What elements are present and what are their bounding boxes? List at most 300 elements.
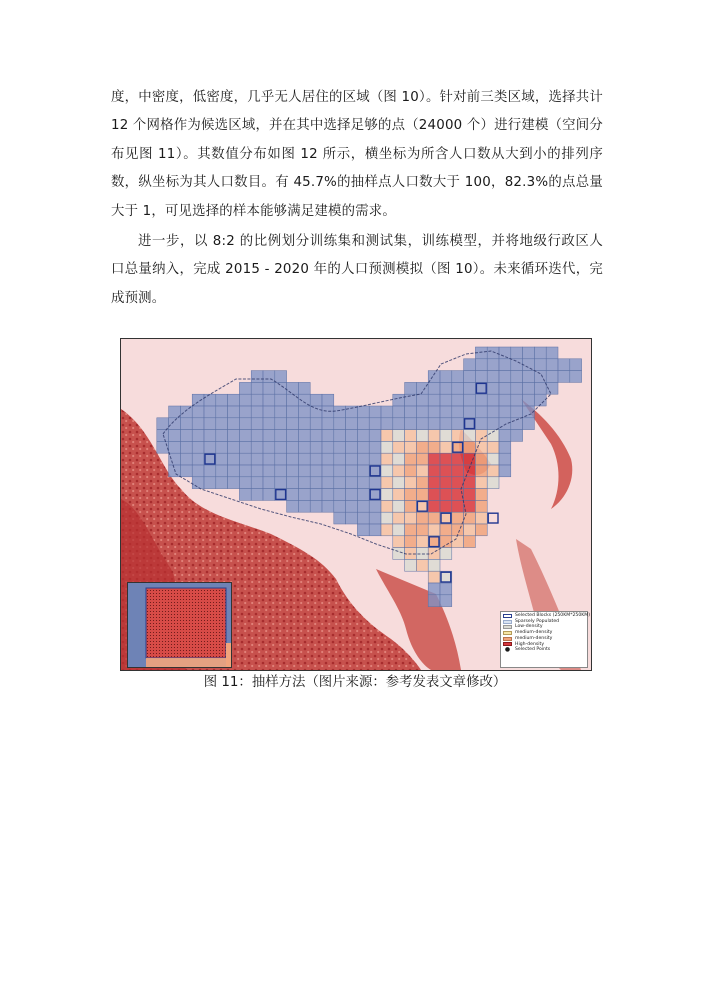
legend-swatch xyxy=(503,614,512,618)
grid-cell xyxy=(263,418,275,430)
grid-cell xyxy=(357,418,369,430)
grid-cell xyxy=(169,430,181,442)
grid-cell xyxy=(428,583,440,595)
grid-cell xyxy=(369,500,381,512)
grid-cell xyxy=(287,394,299,406)
grid-cell xyxy=(452,489,464,501)
grid-cell xyxy=(346,512,358,524)
grid-cell xyxy=(204,465,216,477)
grid-cell xyxy=(558,359,570,371)
grid-cell xyxy=(428,418,440,430)
grid-cell xyxy=(534,359,546,371)
grid-cell xyxy=(534,382,546,394)
sampling-map-figure xyxy=(120,338,592,671)
grid-cell xyxy=(440,406,452,418)
grid-cell xyxy=(334,430,346,442)
grid-cell xyxy=(393,536,405,548)
grid-cell xyxy=(381,524,393,536)
grid-cell xyxy=(216,453,228,465)
grid-cell xyxy=(369,430,381,442)
grid-cell xyxy=(334,500,346,512)
grid-cell xyxy=(275,394,287,406)
legend-label: Selected Points xyxy=(515,647,551,653)
grid-cell xyxy=(216,406,228,418)
grid-cell xyxy=(428,441,440,453)
grid-cell xyxy=(357,512,369,524)
grid-cell xyxy=(475,418,487,430)
grid-cell xyxy=(334,453,346,465)
grid-cell xyxy=(440,500,452,512)
grid-cell xyxy=(499,394,511,406)
grid-cell xyxy=(475,406,487,418)
grid-cell xyxy=(251,441,263,453)
grid-cell xyxy=(192,477,204,489)
grid-cell xyxy=(216,441,228,453)
grid-cell xyxy=(523,371,535,383)
grid-cell xyxy=(523,382,535,394)
grid-cell xyxy=(239,406,251,418)
grid-cell xyxy=(523,347,535,359)
grid-cell xyxy=(416,418,428,430)
grid-cell xyxy=(275,441,287,453)
grid-cell xyxy=(298,382,310,394)
grid-cell xyxy=(287,406,299,418)
grid-cell xyxy=(263,406,275,418)
grid-cell xyxy=(275,430,287,442)
grid-cell xyxy=(357,500,369,512)
grid-cell xyxy=(475,371,487,383)
grid-cell xyxy=(440,441,452,453)
grid-cell xyxy=(405,430,417,442)
grid-cell xyxy=(416,465,428,477)
grid-cell xyxy=(275,453,287,465)
grid-cell xyxy=(428,524,440,536)
grid-cell xyxy=(322,477,334,489)
grid-cell xyxy=(357,453,369,465)
grid-cell xyxy=(523,418,535,430)
grid-cell xyxy=(452,500,464,512)
grid-cell xyxy=(239,477,251,489)
grid-cell xyxy=(546,347,558,359)
grid-cell xyxy=(239,489,251,501)
grid-cell xyxy=(440,465,452,477)
grid-cell xyxy=(287,430,299,442)
grid-cell xyxy=(487,382,499,394)
grid-cell xyxy=(393,489,405,501)
grid-cell xyxy=(322,430,334,442)
grid-cell xyxy=(239,394,251,406)
grid-cell xyxy=(393,430,405,442)
grid-cell xyxy=(381,453,393,465)
grid-cell xyxy=(263,441,275,453)
grid-cell xyxy=(275,371,287,383)
grid-cell xyxy=(428,512,440,524)
grid-cell xyxy=(428,406,440,418)
grid-cell xyxy=(416,500,428,512)
grid-cell xyxy=(464,536,476,548)
grid-cell xyxy=(192,465,204,477)
grid-cell xyxy=(228,418,240,430)
legend-label: medium-density xyxy=(515,630,553,636)
grid-cell xyxy=(287,418,299,430)
grid-cell xyxy=(251,418,263,430)
grid-cell xyxy=(511,359,523,371)
grid-cell xyxy=(464,441,476,453)
grid-cell xyxy=(416,477,428,489)
grid-cell xyxy=(204,430,216,442)
grid-cell xyxy=(157,430,169,442)
legend-item-selected-points xyxy=(503,647,585,653)
grid-cell xyxy=(369,465,381,477)
grid-cell xyxy=(310,453,322,465)
grid-cell xyxy=(381,477,393,489)
grid-cell xyxy=(428,465,440,477)
grid-cell xyxy=(405,453,417,465)
grid-cell xyxy=(369,453,381,465)
grid-cell xyxy=(487,406,499,418)
grid-cell xyxy=(475,477,487,489)
grid-cell xyxy=(357,489,369,501)
grid-cell xyxy=(440,536,452,548)
grid-cell xyxy=(346,430,358,442)
grid-cell xyxy=(393,441,405,453)
grid-cell xyxy=(287,489,299,501)
grid-cell xyxy=(393,500,405,512)
grid-cell xyxy=(511,371,523,383)
grid-cell xyxy=(216,477,228,489)
grid-cell xyxy=(346,500,358,512)
grid-cell xyxy=(475,512,487,524)
legend-swatch xyxy=(503,631,512,635)
grid-cell xyxy=(405,559,417,571)
grid-cell xyxy=(464,512,476,524)
grid-cell xyxy=(346,477,358,489)
grid-cell xyxy=(393,512,405,524)
grid-cell xyxy=(239,465,251,477)
grid-cell xyxy=(369,418,381,430)
grid-cell xyxy=(204,441,216,453)
grid-cell xyxy=(381,512,393,524)
grid-cell xyxy=(475,465,487,477)
grid-cell xyxy=(393,406,405,418)
grid-cell xyxy=(464,453,476,465)
grid-cell xyxy=(298,465,310,477)
grid-cell xyxy=(499,441,511,453)
grid-cell xyxy=(251,371,263,383)
grid-cell xyxy=(239,430,251,442)
grid-cell xyxy=(310,477,322,489)
grid-cell xyxy=(251,382,263,394)
grid-cell xyxy=(251,394,263,406)
grid-cell xyxy=(310,465,322,477)
grid-cell xyxy=(464,430,476,442)
grid-cell xyxy=(251,406,263,418)
grid-cell xyxy=(346,489,358,501)
grid-cell xyxy=(192,441,204,453)
grid-cell xyxy=(475,430,487,442)
grid-cell xyxy=(334,406,346,418)
grid-cell xyxy=(169,441,181,453)
grid-cell xyxy=(263,430,275,442)
grid-cell xyxy=(251,465,263,477)
legend-swatch xyxy=(503,637,512,641)
grid-cell xyxy=(228,441,240,453)
grid-cell xyxy=(393,524,405,536)
grid-cell xyxy=(452,382,464,394)
grid-cell xyxy=(440,489,452,501)
grid-cell xyxy=(298,430,310,442)
grid-cell xyxy=(346,441,358,453)
grid-cell xyxy=(275,406,287,418)
grid-cell xyxy=(263,477,275,489)
zoom-inset xyxy=(127,582,232,668)
grid-cell xyxy=(440,595,452,607)
grid-cell xyxy=(287,441,299,453)
grid-cell xyxy=(405,512,417,524)
grid-cell xyxy=(239,441,251,453)
grid-cell xyxy=(287,465,299,477)
grid-cell xyxy=(322,465,334,477)
grid-cell xyxy=(499,371,511,383)
grid-cell xyxy=(464,371,476,383)
grid-cell xyxy=(558,371,570,383)
grid-cell xyxy=(440,477,452,489)
grid-cell xyxy=(452,465,464,477)
grid-cell xyxy=(440,583,452,595)
grid-cell xyxy=(428,477,440,489)
grid-cell xyxy=(499,406,511,418)
grid-cell xyxy=(169,418,181,430)
grid-cell xyxy=(405,500,417,512)
grid-cell xyxy=(298,418,310,430)
grid-cell xyxy=(452,536,464,548)
grid-cell xyxy=(169,453,181,465)
grid-cell xyxy=(464,359,476,371)
grid-cell xyxy=(357,441,369,453)
grid-cell xyxy=(405,441,417,453)
grid-cell xyxy=(511,406,523,418)
grid-cell xyxy=(416,536,428,548)
point-icon: ● xyxy=(504,646,511,654)
grid-cell xyxy=(452,418,464,430)
legend-label: High-density xyxy=(515,641,545,647)
grid-cell xyxy=(322,418,334,430)
grid-cell xyxy=(475,500,487,512)
grid-cell xyxy=(499,382,511,394)
grid-cell xyxy=(464,477,476,489)
grid-cell xyxy=(310,406,322,418)
grid-cell xyxy=(499,430,511,442)
grid-cell xyxy=(487,359,499,371)
grid-cell xyxy=(251,477,263,489)
grid-cell xyxy=(440,571,452,583)
grid-cell xyxy=(511,394,523,406)
grid-cell xyxy=(534,347,546,359)
grid-cell xyxy=(275,382,287,394)
grid-cell xyxy=(204,477,216,489)
grid-cell xyxy=(499,418,511,430)
grid-cell xyxy=(275,489,287,501)
grid-cell xyxy=(346,465,358,477)
grid-cell xyxy=(298,477,310,489)
grid-cell xyxy=(381,465,393,477)
grid-cell xyxy=(310,418,322,430)
grid-cell xyxy=(570,359,582,371)
legend-label: Low-density xyxy=(515,624,543,630)
inset-selected-points xyxy=(146,588,226,658)
grid-cell xyxy=(487,477,499,489)
grid-cell xyxy=(334,418,346,430)
grid-cell xyxy=(228,465,240,477)
grid-cell xyxy=(487,465,499,477)
grid-cell xyxy=(251,489,263,501)
grid-cell xyxy=(357,477,369,489)
grid-cell xyxy=(440,524,452,536)
grid-cell xyxy=(464,489,476,501)
grid-cell xyxy=(452,430,464,442)
grid-cell xyxy=(440,453,452,465)
grid-cell xyxy=(393,548,405,560)
grid-cell xyxy=(523,359,535,371)
grid-cell xyxy=(180,418,192,430)
grid-cell xyxy=(192,430,204,442)
grid-cell xyxy=(440,548,452,560)
grid-cell xyxy=(357,406,369,418)
grid-cell xyxy=(369,441,381,453)
grid-cell xyxy=(546,371,558,383)
grid-cell xyxy=(452,394,464,406)
grid-cell xyxy=(369,524,381,536)
grid-cell xyxy=(357,465,369,477)
grid-cell xyxy=(298,441,310,453)
grid-cell xyxy=(310,441,322,453)
grid-cell xyxy=(263,453,275,465)
grid-cell xyxy=(487,394,499,406)
body-paragraph-2: 进一步，以 8:2 的比例划分训练集和测试集，训练模型，并将地级行政区人口总量纳入，完成 2015 - 2020 年的人口预测模拟（图 10）。未来循环迭代，完成预测。 xyxy=(111,234,603,306)
grid-cell xyxy=(464,418,476,430)
grid-cell xyxy=(298,489,310,501)
grid-cell xyxy=(487,347,499,359)
grid-cell xyxy=(346,418,358,430)
grid-cell xyxy=(487,418,499,430)
grid-cell xyxy=(204,394,216,406)
grid-cell xyxy=(334,465,346,477)
grid-cell xyxy=(464,394,476,406)
grid-cell xyxy=(405,524,417,536)
grid-cell xyxy=(440,418,452,430)
grid-cell xyxy=(487,441,499,453)
grid-cell xyxy=(263,394,275,406)
grid-cell xyxy=(287,500,299,512)
grid-cell xyxy=(416,441,428,453)
grid-cell xyxy=(452,524,464,536)
grid-cell xyxy=(452,453,464,465)
legend-label: Selected Blocks (250KM*250KM) xyxy=(515,613,591,618)
grid-cell xyxy=(239,418,251,430)
grid-cell xyxy=(357,430,369,442)
grid-cell xyxy=(180,465,192,477)
grid-cell xyxy=(393,453,405,465)
grid-cell xyxy=(369,512,381,524)
grid-cell xyxy=(381,430,393,442)
grid-cell xyxy=(239,453,251,465)
grid-cell xyxy=(499,359,511,371)
grid-cell xyxy=(298,453,310,465)
grid-cell xyxy=(428,548,440,560)
grid-cell xyxy=(322,394,334,406)
grid-cell xyxy=(357,524,369,536)
grid-cell xyxy=(428,489,440,501)
grid-cell xyxy=(452,371,464,383)
grid-cell xyxy=(275,418,287,430)
grid-cell xyxy=(310,489,322,501)
grid-cell xyxy=(157,418,169,430)
grid-cell xyxy=(440,382,452,394)
grid-cell xyxy=(428,559,440,571)
grid-cell xyxy=(263,489,275,501)
grid-cell xyxy=(369,489,381,501)
grid-cell xyxy=(216,430,228,442)
map-legend xyxy=(500,611,591,668)
grid-cell xyxy=(416,524,428,536)
grid-cell xyxy=(452,512,464,524)
grid-cell xyxy=(393,465,405,477)
grid-cell xyxy=(334,489,346,501)
grid-cell xyxy=(322,406,334,418)
grid-cell xyxy=(452,441,464,453)
grid-cell xyxy=(334,512,346,524)
grid-cell xyxy=(405,477,417,489)
grid-cell xyxy=(405,489,417,501)
grid-cell xyxy=(428,571,440,583)
grid-cell xyxy=(228,394,240,406)
grid-cell xyxy=(440,430,452,442)
grid-cell xyxy=(346,453,358,465)
grid-cell xyxy=(216,418,228,430)
grid-cell xyxy=(298,406,310,418)
grid-cell xyxy=(204,453,216,465)
grid-cell xyxy=(523,394,535,406)
legend-label: medium-density xyxy=(515,635,553,641)
grid-cell xyxy=(180,453,192,465)
grid-cell xyxy=(452,406,464,418)
grid-cell xyxy=(334,477,346,489)
grid-cell xyxy=(416,512,428,524)
grid-cell xyxy=(499,465,511,477)
grid-cell xyxy=(511,382,523,394)
grid-cell xyxy=(322,489,334,501)
grid-cell xyxy=(204,418,216,430)
grid-cell xyxy=(570,371,582,383)
grid-cell xyxy=(322,441,334,453)
grid-cell xyxy=(428,382,440,394)
grid-cell xyxy=(511,347,523,359)
grid-cell xyxy=(475,359,487,371)
grid-cell xyxy=(180,430,192,442)
grid-cell xyxy=(546,359,558,371)
grid-cell xyxy=(393,477,405,489)
grid-cell xyxy=(192,418,204,430)
grid-cell xyxy=(416,430,428,442)
grid-cell xyxy=(487,371,499,383)
grid-cell xyxy=(416,453,428,465)
grid-cell xyxy=(381,489,393,501)
grid-cell xyxy=(216,394,228,406)
grid-cell xyxy=(228,477,240,489)
grid-cell xyxy=(369,477,381,489)
inset-map xyxy=(128,583,231,667)
grid-cell xyxy=(440,512,452,524)
